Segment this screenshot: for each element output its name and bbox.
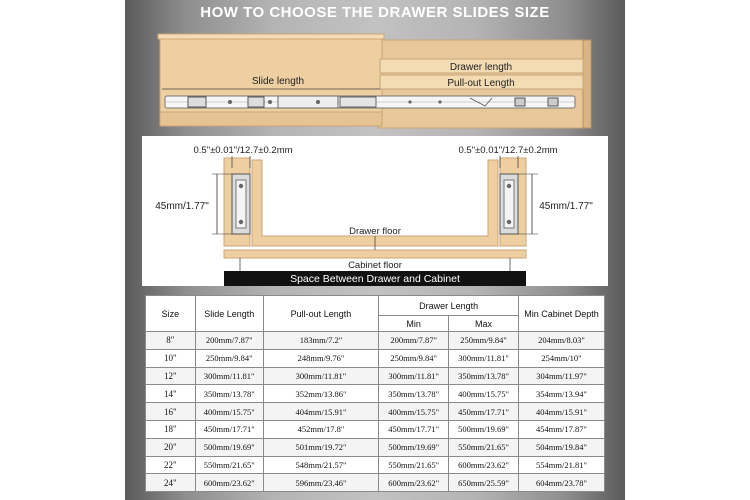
header-size: Size: [146, 296, 196, 332]
cell-pullout: 452mm/17.8": [263, 420, 379, 438]
right-thickness-label: 0.5"±0.01"/12.7±0.2mm: [458, 145, 558, 156]
right-slide-ball: [507, 220, 511, 224]
cell-size: 12": [146, 367, 196, 385]
pullout-length-label: Pull-out Length: [447, 78, 515, 89]
cell-depth: 554mm/21.81": [519, 456, 605, 474]
cell-max: 500mm/19.69": [449, 420, 519, 438]
drawer-floor-label: Drawer floor: [349, 226, 401, 237]
cabinet-floor-label: Cabinet floor: [348, 260, 402, 271]
table-row: [146, 438, 605, 456]
left-thickness-label: 0.5"±0.01"/12.7±0.2mm: [193, 145, 293, 156]
cell-min: 500mm/19.69": [379, 438, 449, 456]
cell-size: 18": [146, 420, 196, 438]
cell-slide: 600mm/23.62": [195, 474, 263, 492]
cell-min: 600mm/23.62": [379, 474, 449, 492]
cell-max: 450mm/17.71": [449, 403, 519, 421]
cell-slide: 500mm/19.69": [195, 438, 263, 456]
cell-pullout: 352mm/13.86": [263, 385, 379, 403]
table-row: [146, 474, 605, 492]
header-max: Max: [449, 316, 519, 332]
cell-max: 300mm/11.81": [449, 349, 519, 367]
cell-pullout: 404mm/15.91": [263, 403, 379, 421]
cell-min: 250mm/9.84": [379, 349, 449, 367]
cell-pullout: 596mm/23.46": [263, 474, 379, 492]
cell-max: 250mm/9.84": [449, 332, 519, 350]
cell-size: 10": [146, 349, 196, 367]
cell-depth: 604mm/23.78": [519, 474, 605, 492]
cell-min: 400mm/15.75": [379, 403, 449, 421]
cell-min: 350mm/13.78": [379, 385, 449, 403]
cell-pullout: 248mm/9.76": [263, 349, 379, 367]
left-slide-ball: [239, 184, 243, 188]
cell-min: 300mm/11.81": [379, 367, 449, 385]
slide-length-label: Slide length: [251, 76, 305, 87]
cell-depth: 504mm/19.84": [519, 438, 605, 456]
table-body: [146, 332, 605, 492]
table-row: [146, 367, 605, 385]
cell-max: 350mm/13.78": [449, 367, 519, 385]
header-min-cabinet-depth: Min Cabinet Depth: [519, 296, 605, 332]
left-slide-ball: [239, 220, 243, 224]
table-row: [146, 385, 605, 403]
cabinet-floor-board: [224, 250, 526, 258]
header-min: Min: [379, 316, 449, 332]
cell-slide: 300mm/11.81": [195, 367, 263, 385]
right-slide-ball: [507, 184, 511, 188]
left-height-label: 45mm/1.77": [155, 201, 209, 212]
cell-max: 400mm/15.75": [449, 385, 519, 403]
cell-slide: 350mm/13.78": [195, 385, 263, 403]
cell-max: 550mm/21.65": [449, 438, 519, 456]
cell-size: 16": [146, 403, 196, 421]
cell-slide: 450mm/17.71": [195, 420, 263, 438]
header-drawer-length: Drawer Length: [379, 296, 519, 316]
cell-depth: 254mm/10": [519, 349, 605, 367]
space-banner-label: Space Between Drawer and Cabinet: [290, 273, 460, 285]
cell-size: 8": [146, 332, 196, 350]
header-pullout-length: Pull-out Length: [263, 296, 379, 332]
drawer-length-label: Drawer length: [449, 62, 513, 73]
cell-max: 650mm/25.59": [449, 474, 519, 492]
cell-size: 20": [146, 438, 196, 456]
cell-min: 450mm/17.71": [379, 420, 449, 438]
table-row: [146, 332, 605, 350]
cell-depth: 454mm/17.87": [519, 420, 605, 438]
cell-depth: 354mm/13.94": [519, 385, 605, 403]
right-height-label: 45mm/1.77": [539, 201, 593, 212]
size-table: [145, 295, 605, 492]
cell-min: 200mm/7.87": [379, 332, 449, 350]
cell-depth: 304mm/11.97": [519, 367, 605, 385]
cell-pullout: 183mm/7.2": [263, 332, 379, 350]
cell-max: 600mm/23.62": [449, 456, 519, 474]
cell-pullout: 300mm/11.81": [263, 367, 379, 385]
cell-slide: 550mm/21.65": [195, 456, 263, 474]
cell-pullout: 548mm/21.57": [263, 456, 379, 474]
table-row: [146, 349, 605, 367]
cell-size: 22": [146, 456, 196, 474]
cell-size: 14": [146, 385, 196, 403]
cell-slide: 200mm/7.87": [195, 332, 263, 350]
table-row: [146, 420, 605, 438]
cell-slide: 250mm/9.84": [195, 349, 263, 367]
table-row: [146, 403, 605, 421]
cell-size: 24": [146, 474, 196, 492]
table-row: [146, 456, 605, 474]
cell-min: 550mm/21.65": [379, 456, 449, 474]
cell-depth: 204mm/8.03": [519, 332, 605, 350]
cell-slide: 400mm/15.75": [195, 403, 263, 421]
header-slide-length: Slide Length: [195, 296, 263, 332]
cell-depth: 404mm/15.91": [519, 403, 605, 421]
page-title: HOW TO CHOOSE THE DRAWER SLIDES SIZE: [200, 4, 550, 21]
cell-pullout: 501mm/19.72": [263, 438, 379, 456]
